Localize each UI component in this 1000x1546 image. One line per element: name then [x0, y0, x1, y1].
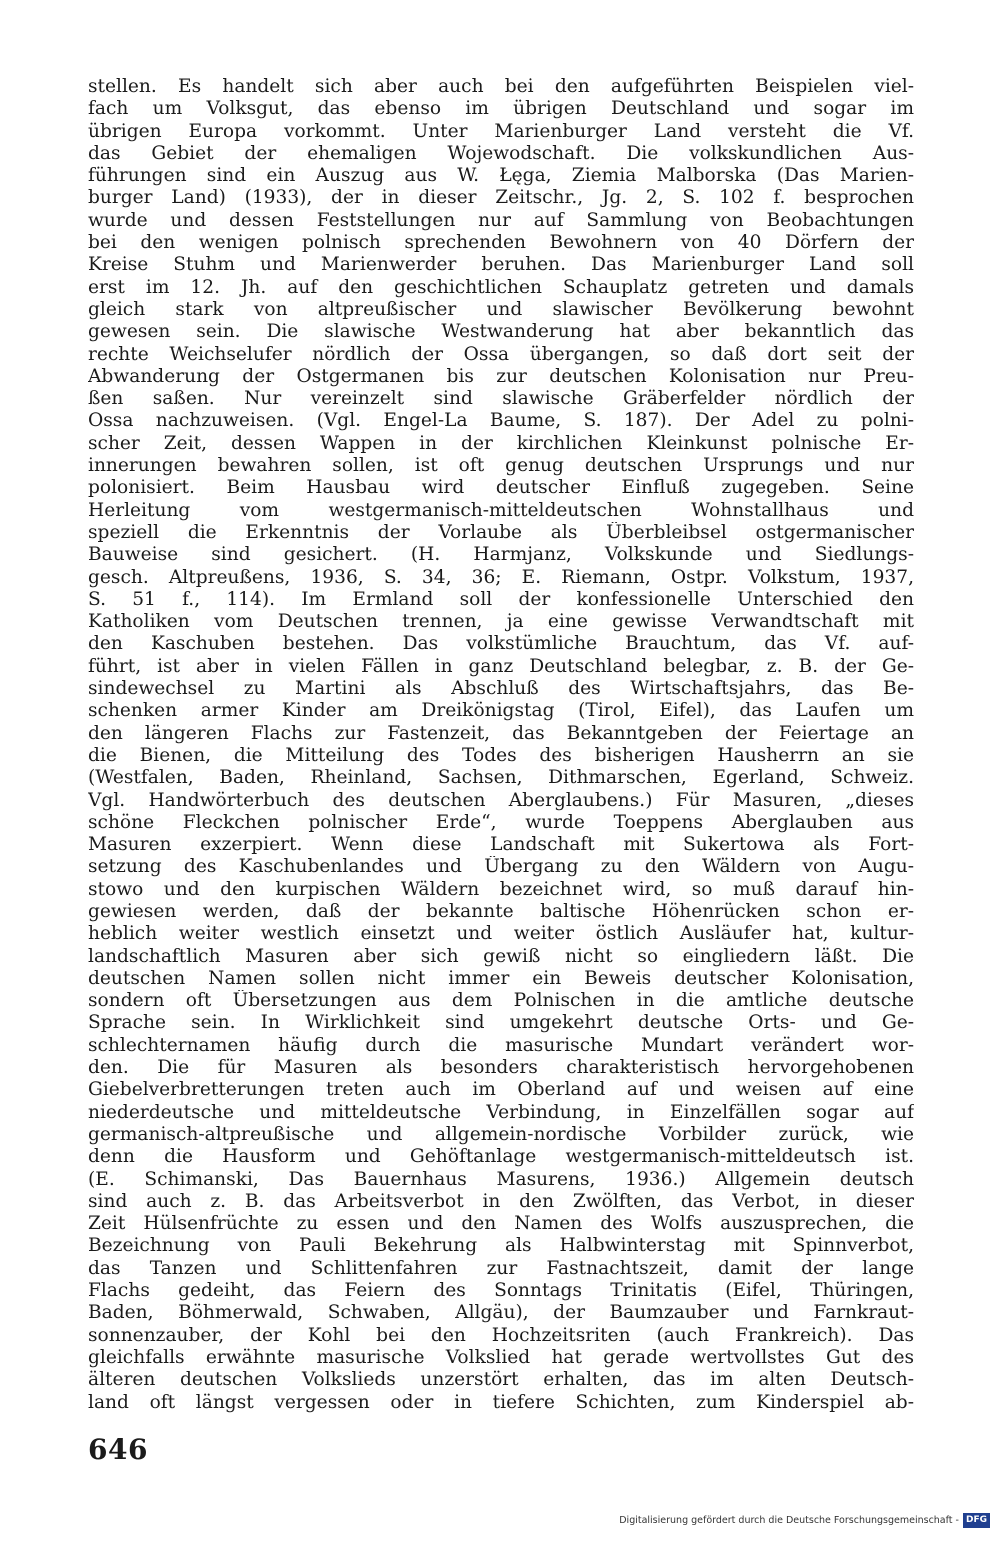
text-line: sonnenzauber, der Kohl bei den Hochzeitsriten (auch Frankreich). Das [88, 1324, 914, 1346]
text-line: den. Die für Masuren als besonders charakteristisch hervorgehobenen [88, 1057, 914, 1079]
text-line: Herleitung vom westgermanisch-mitteldeutschen Wohnstallhaus und [88, 499, 914, 521]
text-line: Abwanderung der Ostgermanen bis zur deutschen Kolonisation nur Preu- [88, 365, 914, 387]
text-line: ßen saßen. Nur vereinzelt sind slawische Gräberfelder nördlich der [88, 388, 914, 410]
text-line: Sprache sein. In Wirklichkeit sind umgekehrt deutsche Orts- und Ge- [88, 1012, 914, 1034]
text-line: Bauweise sind gesichert. (H. Harmjanz, Volkskunde und Siedlungs- [88, 544, 914, 566]
text-line: niederdeutsche und mitteldeutsche Verbindung, in Einzelfällen sogar auf [88, 1101, 914, 1123]
text-line: Masuren exzerpiert. Wenn diese Landschaft mit Sukertowa als Fort- [88, 834, 914, 856]
text-line: denn die Hausform und Gehöftanlage westgermanisch-mitteldeutsch ist. [88, 1146, 914, 1168]
text-line: (E. Schimanski, Das Bauernhaus Masurens, 1936.) Allgemein deutsch [88, 1168, 914, 1190]
text-line: sindewechsel zu Martini als Abschluß des Wirtschaftsjahrs, das Be- [88, 678, 914, 700]
text-line: das Gebiet der ehemaligen Wojewodschaft. Die volkskundlichen Aus- [88, 142, 914, 164]
text-line: gewiesen werden, daß der bekannte baltische Höhenrücken schon er- [88, 900, 914, 922]
text-line: den Kaschuben bestehen. Das volkstümliche Brauchtum, das Vf. auf- [88, 633, 914, 655]
text-line: speziell die Erkenntnis der Vorlaube als Überbleibsel ostgermanischer [88, 521, 914, 543]
text-line: sondern oft Übersetzungen aus dem Polnischen in die amtliche deutsche [88, 990, 914, 1012]
text-line: älteren deutschen Volkslieds unzerstört erhalten, das im alten Deutsch- [88, 1369, 914, 1391]
text-line: innerungen bewahren sollen, ist oft genug deutschen Ursprungs und nur [88, 455, 914, 477]
text-line: den längeren Flachs zur Fastenzeit, das Bekanntgeben der Feiertage an [88, 722, 914, 744]
text-line: Zeit Hülsenfrüchte zu essen und den Namen des Wolfs auszusprechen, die [88, 1213, 914, 1235]
text-line: gleichfalls erwähnte masurische Volkslied hat gerade wertvollstes Gut des [88, 1346, 914, 1368]
text-line: sind auch z. B. das Arbeitsverbot in den Zwölften, das Verbot, in dieser [88, 1190, 914, 1212]
text-line: burger Land) (1933), der in dieser Zeitschr., Jg. 2, S. 102 f. besprochen [88, 187, 914, 209]
text-line: stellen. Es handelt sich aber auch bei den aufgeführten Beispielen viel- [88, 76, 914, 97]
text-line: gleich stark von altpreußischer und slawischer Bevölkerung bewohnt [88, 298, 914, 320]
text-line: die Bienen, die Mitteilung des Todes des bisherigen Hausherrn an sie [88, 744, 914, 766]
body-text [88, 76, 914, 1414]
text-line: bei den wenigen polnisch sprechenden Bewohnern von 40 Dörfern der [88, 232, 914, 254]
digitization-credit [619, 1512, 990, 1528]
text-line: das Tanzen und Schlittenfahren zur Fastnachtszeit, damit der lange [88, 1257, 914, 1279]
text-line: scher Zeit, dessen Wappen in der kirchlichen Kleinkunst polnische Er- [88, 432, 914, 454]
text-line: Kreise Stuhm und Marienwerder beruhen. Das Marienburger Land soll [88, 254, 914, 276]
text-line: rechte Weichselufer nördlich der Ossa übergangen, so daß dort seit der [88, 343, 914, 365]
text-line: übrigen Europa vorkommt. Unter Marienburger Land versteht die Vf. [88, 120, 914, 142]
text-line: land oft längst vergessen oder in tiefere Schichten, zum Kinderspiel ab- [88, 1391, 914, 1413]
text-line: heblich weiter westlich einsetzt und weiter östlich Ausläufer hat, kultur- [88, 923, 914, 945]
text-line: gesch. Altpreußens, 1936, S. 34, 36; E. Riemann, Ostpr. Volkstum, 1937, [88, 566, 914, 588]
text-line: Vgl. Handwörterbuch des deutschen Aberglaubens.) Für Masuren, „dieses [88, 789, 914, 811]
text-line: schenken armer Kinder am Dreikönigstag (Tirol, Eifel), das Laufen um [88, 700, 914, 722]
text-line: schöne Fleckchen polnischer Erde“, wurde Toeppens Aberglauben aus [88, 811, 914, 833]
text-line: S. 51 f., 114). Im Ermland soll der konfessionelle Unterschied den [88, 588, 914, 610]
text-line: führungen sind ein Auszug aus W. Łęga, Ziemia Malborska (Das Marien- [88, 165, 914, 187]
text-line: germanisch-altpreußische und allgemein-nordische Vorbilder zurück, wie [88, 1123, 914, 1145]
dfg-logo: DFG [963, 1513, 990, 1528]
text-line: deutschen Namen sollen nicht immer ein Beweis deutscher Kolonisation, [88, 967, 914, 989]
text-line: (Westfalen, Baden, Rheinland, Sachsen, Dithmarschen, Egerland, Schweiz. [88, 767, 914, 789]
text-line: schlechternamen häufig durch die masurische Mundart verändert wor- [88, 1034, 914, 1056]
text-line: stowo und den kurpischen Wäldern bezeichnet wird, so muß darauf hin- [88, 878, 914, 900]
text-line: Ossa nachzuweisen. (Vgl. Engel-La Baume, S. 187). Der Adel zu polni- [88, 410, 914, 432]
text-line: fach um Volksgut, das ebenso im übrigen Deutschland und sogar im [88, 98, 914, 120]
text-line: Baden, Böhmerwald, Schwaben, Allgäu), der Baumzauber und Farnkraut- [88, 1302, 914, 1324]
page-number: 646 [88, 1433, 148, 1466]
text-line: Flachs gedeiht, das Feiern des Sonntags Trinitatis (Eifel, Thüringen, [88, 1280, 914, 1302]
credit-text: Digitalisierung gefördert durch die Deutsche Forschungsgemeinschaft - [619, 1514, 959, 1526]
text-line: wurde und dessen Feststellungen nur auf Sammlung von Beobachtungen [88, 209, 914, 231]
text-line: Giebelverbretterungen treten auch im Oberland auf und weisen auf eine [88, 1079, 914, 1101]
text-line: setzung des Kaschubenlandes und Übergang zu den Wäldern von Augu- [88, 856, 914, 878]
text-line: polonisiert. Beim Hausbau wird deutscher Einfluß zugegeben. Seine [88, 477, 914, 499]
text-line: Katholiken vom Deutschen trennen, ja eine gewisse Verwandtschaft mit [88, 611, 914, 633]
text-line: führt, ist aber in vielen Fällen in ganz Deutschland belegbar, z. B. der Ge- [88, 655, 914, 677]
text-line: erst im 12. Jh. auf den geschichtlichen Schauplatz getreten und damals [88, 276, 914, 298]
text-line: gewesen sein. Die slawische Westwanderung hat aber bekanntlich das [88, 321, 914, 343]
text-line: Bezeichnung von Pauli Bekehrung als Halbwinterstag mit Spinnverbot, [88, 1235, 914, 1257]
text-line: landschaftlich Masuren aber sich gewiß nicht so eingliedern läßt. Die [88, 945, 914, 967]
